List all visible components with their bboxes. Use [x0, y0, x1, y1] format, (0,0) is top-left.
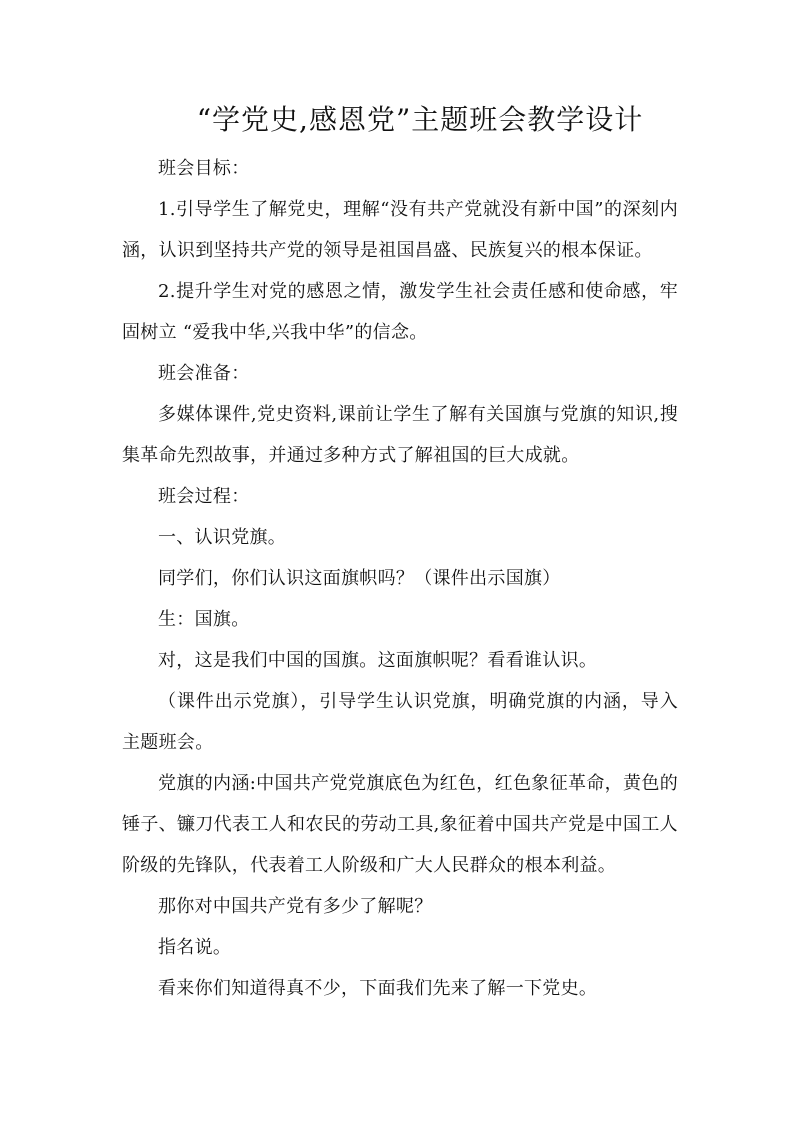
paragraph-process-heading: 班会过程：	[158, 486, 250, 507]
paragraph-party-question: 那你对中国共产党有多少了解呢？	[158, 896, 433, 917]
document-body	[122, 148, 678, 1009]
paragraph-show-party-flag: （课件出示党旗），引导学生认识党旗，明确党旗的内涵，导入主题班会。	[122, 691, 678, 753]
paragraph-section-1: 一、认识党旗。	[158, 527, 287, 548]
paragraph-call-on: 指名说。	[158, 937, 232, 958]
paragraph-goal-1: 1.引导学生了解党史，理解“没有共产党就没有新中国”的深刻内涵，认识到坚持共产党的领导是祖国昌盛、民族复兴的根本保证。	[122, 199, 678, 261]
paragraph-answer: 生：国旗。	[158, 609, 250, 630]
paragraph-question: 同学们，你们认识这面旗帜吗？（课件出示国旗）	[158, 568, 561, 589]
paragraph-goals-heading: 班会目标：	[158, 158, 250, 179]
document-title: “学党史,感恩党”主题班会教学设计	[196, 103, 644, 136]
paragraph-transition: 看来你们知道得真不少，下面我们先来了解一下党史。	[158, 978, 598, 999]
paragraph-preparation-heading: 班会准备：	[158, 363, 250, 384]
paragraph-preparation: 多媒体课件,党史资料,课前让学生了解有关国旗与党旗的知识,搜集革命先烈故事，并通过多种方式了解祖国的巨大成就。	[122, 404, 678, 466]
paragraph-goal-2: 2.提升学生对党的感恩之情，激发学生社会责任感和使命感，牢固树立 “爱我中华,兴我中华”的信念。	[122, 281, 678, 343]
paragraph-follow-up: 对，这是我们中国的国旗。这面旗帜呢？看看谁认识。	[158, 650, 598, 671]
paragraph-flag-meaning: 党旗的内涵:中国共产党党旗底色为红色，红色象征革命，黄色的锤子、镰刀代表工人和农民的劳动工具,象征着中国共产党是中国工人阶级的先锋队，代表着工人阶级和广大人民群众的根本利益。	[122, 773, 678, 876]
